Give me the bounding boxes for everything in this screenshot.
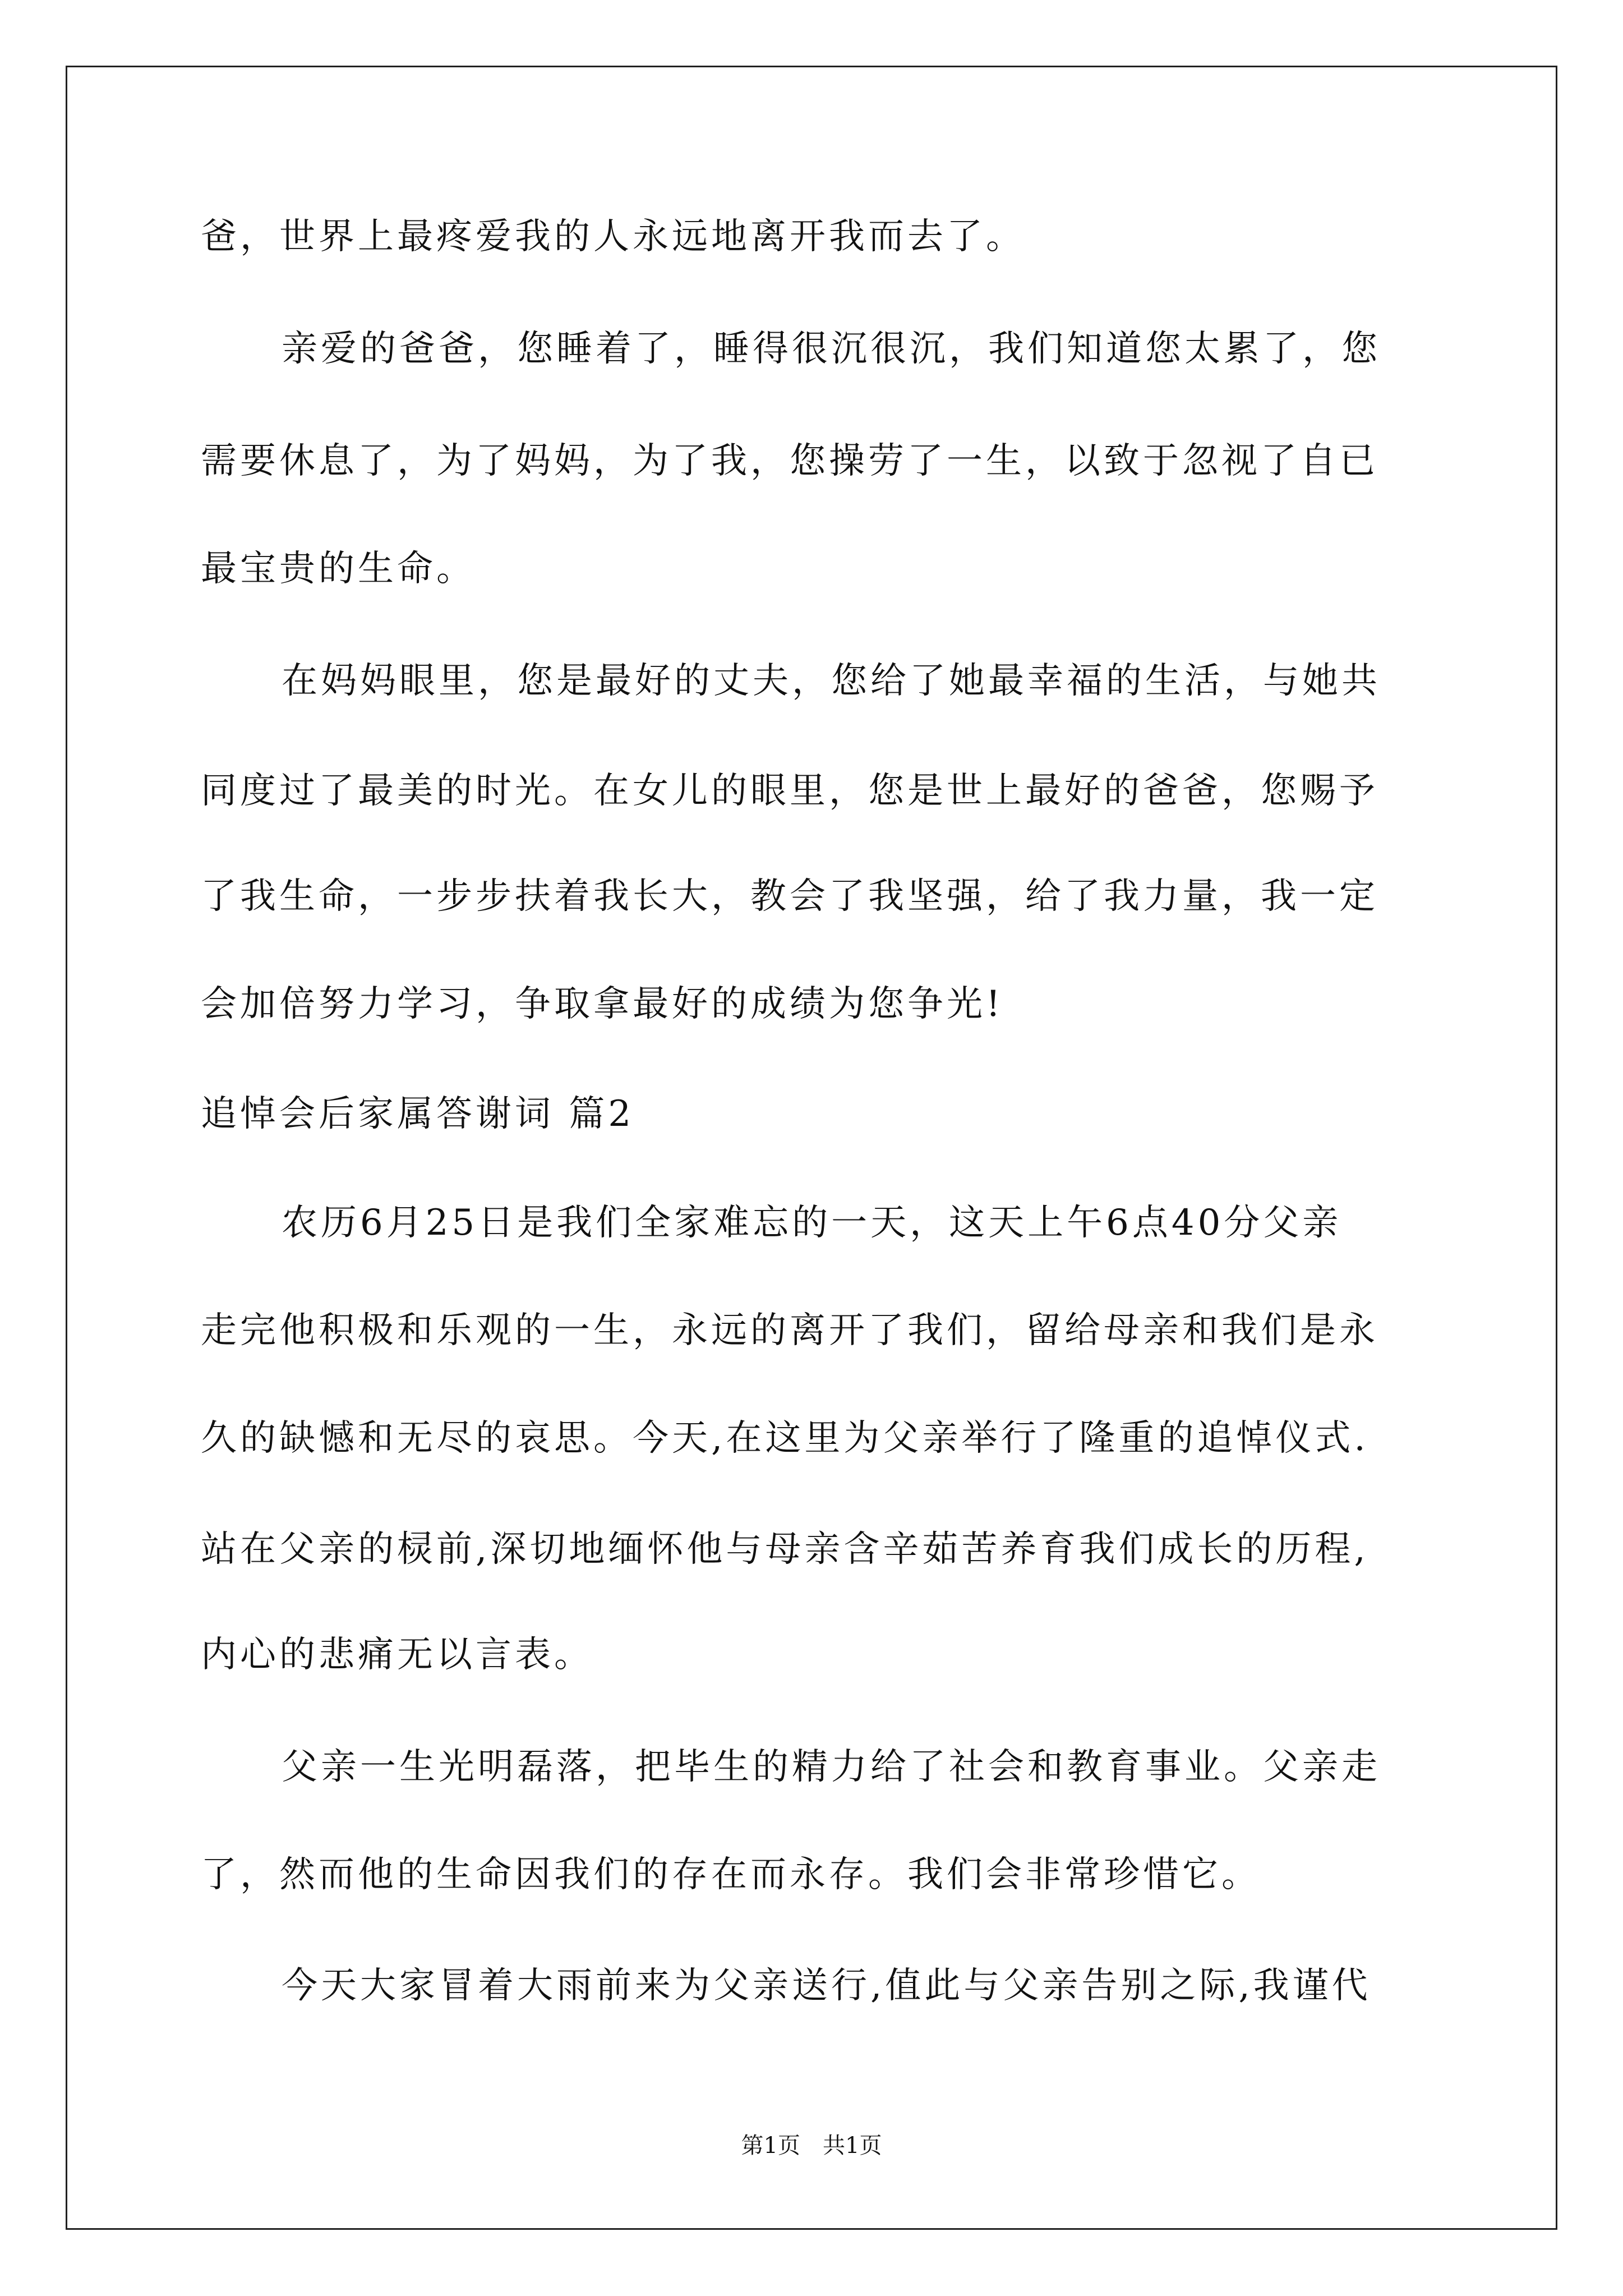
paragraph-line: 亲爱的爸爸，您睡着了，睡得很沉很沉，我们知道您太累了，您 <box>282 328 1381 370</box>
page-border <box>66 66 1557 2230</box>
paragraph-line: 了我生命，一步步扶着我长大，教会了我坚强，给了我力量，我一定 <box>201 876 1378 917</box>
paragraph-line: 走完他积极和乐观的一生，永远的离开了我们，留给母亲和我们是永 <box>201 1310 1378 1351</box>
paragraph-line: 久的缺憾和无尽的哀思。今天,在这里为父亲举行了隆重的追悼仪式. <box>201 1418 1369 1459</box>
paragraph-line: 今天大家冒着大雨前来为父亲送行,值此与父亲告别之际,我谨代 <box>282 1965 1371 2007</box>
paragraph-line: 了，然而他的生命因我们的存在而永存。我们会非常珍惜它。 <box>201 1854 1261 1895</box>
paragraph-line: 站在父亲的棂前,深切地缅怀他与母亲含辛茹苦养育我们成长的历程, <box>201 1529 1369 1570</box>
section-heading: 追悼会后家属答谢词 篇2 <box>201 1093 635 1135</box>
paragraph-line: 内心的悲痛无以言表。 <box>201 1634 593 1676</box>
paragraph-line: 爸，世界上最疼爱我的人永远地离开我而去了。 <box>201 216 1025 257</box>
paragraph-line: 最宝贵的生命。 <box>201 548 476 590</box>
page-footer: 第1页 共1页 <box>741 2133 882 2159</box>
paragraph-line: 父亲一生光明磊落，把毕生的精力给了社会和教育事业。父亲走 <box>282 1746 1381 1788</box>
paragraph-line: 需要休息了，为了妈妈，为了我，您操劳了一生，以致于忽视了自已 <box>201 440 1378 482</box>
paragraph-line: 会加倍努力学习，争取拿最好的成绩为您争光! <box>201 983 1004 1025</box>
paragraph-line: 在妈妈眼里，您是最好的丈夫，您给了她最幸福的生活，与她共 <box>282 660 1381 702</box>
paragraph-line: 农历6月25日是我们全家难忘的一天，这天上午6点40分父亲 <box>282 1202 1342 1244</box>
paragraph-line: 同度过了最美的时光。在女儿的眼里，您是世上最好的爸爸，您赐予 <box>201 770 1378 812</box>
